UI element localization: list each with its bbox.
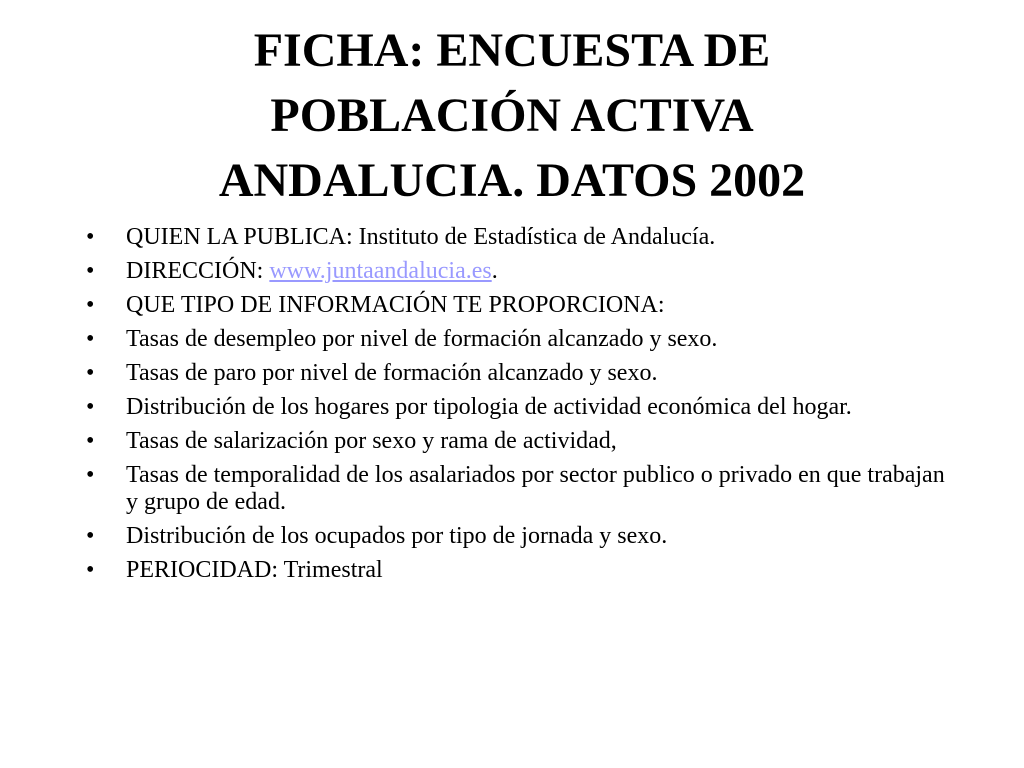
- item-text: Distribución de los ocupados por tipo de jornada y sexo.: [126, 523, 668, 549]
- info-type-text: QUE TIPO DE INFORMACIÓN TE PROPORCIONA:: [126, 292, 665, 318]
- bullet-icon: •: [86, 428, 95, 454]
- bullet-icon: •: [86, 224, 95, 250]
- title-line-2: POBLACIÓN ACTIVA: [270, 89, 754, 142]
- list-item-salarization: [86, 428, 946, 455]
- list-item-publisher: [86, 224, 946, 251]
- list-item-address: [86, 258, 946, 285]
- list-item-unemployment-rates: [86, 326, 946, 353]
- item-text: Tasas de temporalidad de los asalariados por sector publico o privado en que trabajan y grupo de edad.: [126, 462, 945, 515]
- bullet-icon: •: [86, 292, 95, 318]
- list-item-jobless-rates: [86, 360, 946, 387]
- bullet-icon: •: [86, 462, 95, 488]
- slide-title: [40, 18, 984, 213]
- website-link[interactable]: www.juntaandalucia.es: [269, 258, 492, 284]
- title-line-3: ANDALUCIA. DATOS 2002: [218, 154, 806, 207]
- item-text: Distribución de los hogares por tipologia de actividad económica del hogar.: [126, 394, 852, 420]
- item-text: Tasas de paro por nivel de formación alcanzado y sexo.: [126, 360, 658, 386]
- bullet-icon: •: [86, 523, 95, 549]
- address-label: DIRECCIÓN:: [126, 258, 270, 284]
- bullet-icon: •: [86, 258, 95, 284]
- title-line-1: FICHA: ENCUESTA DE: [253, 24, 771, 77]
- bullet-icon: •: [86, 557, 95, 583]
- item-text: Tasas de desempleo por nivel de formación alcanzado y sexo.: [126, 326, 718, 352]
- list-item-info-type: [86, 292, 946, 319]
- publisher-text: QUIEN LA PUBLICA: Instituto de Estadística de Andalucía.: [126, 224, 716, 250]
- list-item-households: [86, 394, 946, 421]
- bullet-icon: •: [86, 326, 95, 352]
- list-item-employed-distribution: [86, 523, 946, 550]
- bullet-list: [86, 224, 946, 591]
- bullet-icon: •: [86, 394, 95, 420]
- bullet-icon: •: [86, 360, 95, 386]
- list-item-periodicity: [86, 557, 946, 584]
- address-suffix: .: [491, 258, 498, 284]
- periodicity-text: PERIOCIDAD: Trimestral: [126, 557, 383, 583]
- item-text: Tasas de salarización por sexo y rama de actividad,: [126, 428, 617, 454]
- list-item-temporality: [86, 462, 946, 516]
